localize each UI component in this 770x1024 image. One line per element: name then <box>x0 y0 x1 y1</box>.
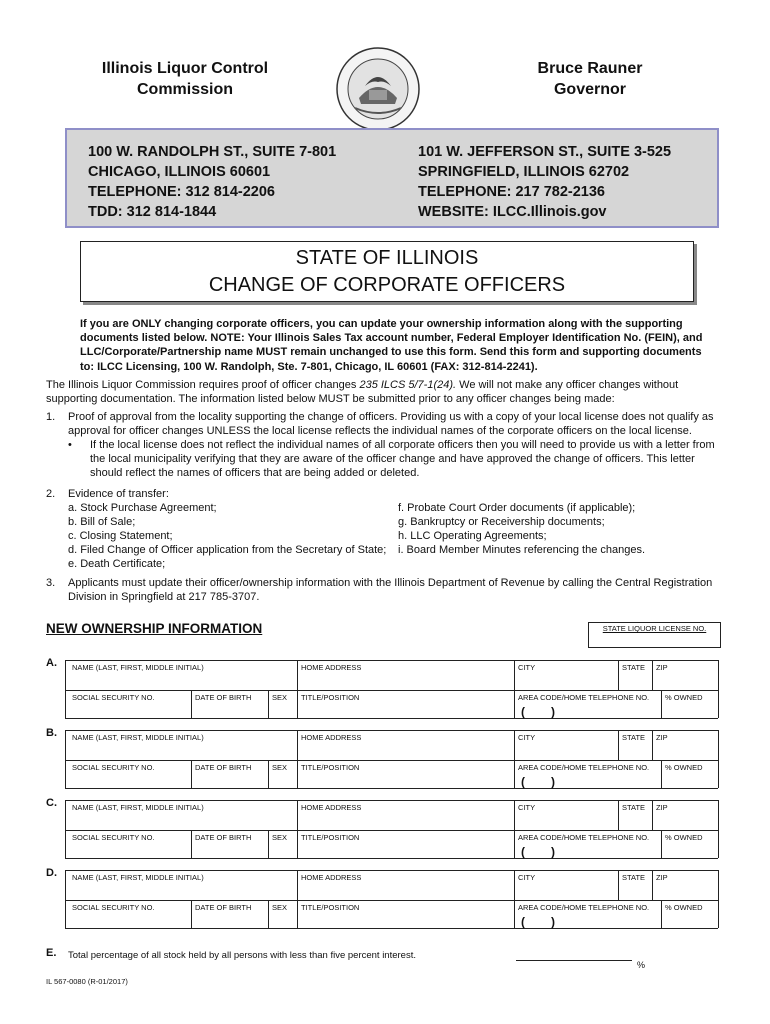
percent-owned-input[interactable] <box>662 912 717 928</box>
sex-input[interactable] <box>269 702 296 718</box>
state-label: STATE <box>622 873 646 882</box>
row-border-middle <box>65 900 718 901</box>
address-line: TELEPHONE: 312 814-2206 <box>88 184 275 200</box>
transfer-list-left <box>68 501 386 571</box>
owner-letter: A. <box>46 657 57 669</box>
title-label: TITLE/POSITION <box>301 763 360 772</box>
agency-name <box>80 58 290 100</box>
phone-input[interactable] <box>515 702 660 718</box>
ssn-label: SOCIAL SECURITY NO. <box>72 903 155 912</box>
title-input[interactable] <box>298 772 513 788</box>
phone-label: AREA CODE/HOME TELEPHONE NO. <box>518 693 650 702</box>
city-input[interactable] <box>515 882 617 899</box>
ssn-label: SOCIAL SECURITY NO. <box>72 763 155 772</box>
list-item: a. Stock Purchase Agreement; <box>68 502 217 514</box>
address-line: 101 W. JEFFERSON ST., SUITE 3-525 <box>418 144 672 160</box>
percent-owned-input[interactable] <box>662 772 717 788</box>
percent-sign: % <box>637 960 646 970</box>
area-code-open-paren: ( <box>521 915 525 929</box>
percent-owned-input[interactable] <box>662 702 717 718</box>
governor-block <box>500 58 680 100</box>
city-input[interactable] <box>515 672 617 689</box>
zip-input[interactable] <box>653 742 717 759</box>
list-item: c. Closing Statement; <box>68 530 173 542</box>
ownership-heading: NEW OWNERSHIP INFORMATION <box>46 621 263 636</box>
percent-owned-label: % OWNED <box>665 693 703 702</box>
intro-paragraph <box>46 378 726 406</box>
website-line: WEBSITE: ILCC.Illinois.gov <box>418 204 607 220</box>
row-border-top <box>65 730 718 731</box>
percent-input-line[interactable] <box>516 960 632 961</box>
zip-label: ZIP <box>656 803 668 812</box>
row-border-top <box>65 870 718 871</box>
state-input[interactable] <box>619 672 651 689</box>
item-e-text: Total percentage of all stock held by all persons with less than five percent interest. <box>68 950 416 961</box>
ssn-input[interactable] <box>66 702 190 718</box>
row-border-right <box>718 660 719 718</box>
city-label: CITY <box>518 663 536 672</box>
zip-input[interactable] <box>653 672 717 689</box>
springfield-address <box>418 142 671 222</box>
title-label: TITLE/POSITION <box>301 693 360 702</box>
state-input[interactable] <box>619 742 651 759</box>
address-label: HOME ADDRESS <box>301 663 362 672</box>
name-label: NAME (LAST, FIRST, MIDDLE INITIAL) <box>72 663 204 672</box>
row-border-right <box>718 800 719 858</box>
form-title <box>80 241 694 302</box>
row-border-bottom <box>65 718 718 719</box>
zip-input[interactable] <box>653 812 717 829</box>
city-label: CITY <box>518 873 536 882</box>
item-2-text: Evidence of transfer: <box>68 488 169 500</box>
address-line: SPRINGFIELD, ILLINOIS 62702 <box>418 164 630 180</box>
percent-owned-label: % OWNED <box>665 763 703 772</box>
address-label: HOME ADDRESS <box>301 733 362 742</box>
sex-label: SEX <box>272 903 288 912</box>
percent-owned-label: % OWNED <box>665 903 703 912</box>
name-label: NAME (LAST, FIRST, MIDDLE INITIAL) <box>72 873 204 882</box>
title-label: TITLE/POSITION <box>301 903 360 912</box>
list-item: d. Filed Change of Officer application from the Secretary of State; <box>68 544 387 556</box>
address-input[interactable] <box>298 882 513 899</box>
ssn-input[interactable] <box>66 912 190 928</box>
area-code-close-paren: ) <box>551 705 555 719</box>
address-line: 100 W. RANDOLPH ST., SUITE 7-801 <box>88 144 337 160</box>
owner-letter: B. <box>46 727 57 739</box>
phone-input[interactable] <box>515 842 660 858</box>
name-input[interactable] <box>66 672 296 689</box>
intro-text: The Illinois Liquor Commission requires proof of officer changes <box>46 379 360 391</box>
state-label: STATE <box>622 733 646 742</box>
item-3-number: 3. <box>46 577 56 589</box>
form-number: IL 567-0080 (R-01/2017) <box>46 977 128 986</box>
row-border-middle <box>65 830 718 831</box>
bullet: • <box>68 439 72 451</box>
governor-name: Bruce Rauner <box>537 60 643 77</box>
area-code-open-paren: ( <box>521 845 525 859</box>
city-input[interactable] <box>515 812 617 829</box>
list-item: g. Bankruptcy or Receivership documents; <box>398 516 605 528</box>
list-item: i. Board Member Minutes referencing the changes. <box>398 544 646 556</box>
row-border-right <box>718 730 719 788</box>
license-number-label: STATE LIQUOR LICENSE NO. <box>602 624 707 633</box>
list-item: f. Probate Court Order documents (if applicable); <box>398 502 636 514</box>
state-label: STATE <box>622 663 646 672</box>
phone-label: AREA CODE/HOME TELEPHONE NO. <box>518 833 650 842</box>
sex-input[interactable] <box>269 842 296 858</box>
dob-label: DATE OF BIRTH <box>195 833 252 842</box>
list-item: b. Bill of Sale; <box>68 516 136 528</box>
item-1-bullet-text: If the local license does not reflect the individual names of all corporate officers then you will need to provide us with a letter from the local municipality verifying that they are aware of the officer change and have approved the change of officers. This letter should reflect the names of officers that are being added or deleted. <box>90 439 715 479</box>
item-e-letter: E. <box>46 947 57 959</box>
statute-ref: 235 ILCS 5/7-1(24). <box>359 379 457 391</box>
name-label: NAME (LAST, FIRST, MIDDLE INITIAL) <box>72 803 204 812</box>
dob-input[interactable] <box>192 772 267 788</box>
item-3-text: Applicants must update their officer/ownership information with the Illinois Department of Revenue by calling the Central Registration Division in Springfield at 217 785-3707. <box>68 577 713 603</box>
title-label: TITLE/POSITION <box>301 833 360 842</box>
dob-input[interactable] <box>192 912 267 928</box>
name-input[interactable] <box>66 812 296 829</box>
ssn-label: SOCIAL SECURITY NO. <box>72 833 155 842</box>
percent-owned-input[interactable] <box>662 842 717 858</box>
item-1-text: Proof of approval from the locality supporting the change of officers. Providing us with a copy of your local license does not qualify as approval for officer changes UNLESS the local license reflects the individual names of the corporate officers on the local license. <box>68 411 714 437</box>
row-border-top <box>65 800 718 801</box>
phone-label: AREA CODE/HOME TELEPHONE NO. <box>518 763 650 772</box>
address-label: HOME ADDRESS <box>301 803 362 812</box>
address-box <box>65 128 719 228</box>
agency-line-2: Commission <box>136 81 233 98</box>
zip-label: ZIP <box>656 873 668 882</box>
area-code-close-paren: ) <box>551 775 555 789</box>
ssn-label: SOCIAL SECURITY NO. <box>72 693 155 702</box>
area-code-open-paren: ( <box>521 705 525 719</box>
notice-paragraph: If you are ONLY changing corporate officers, you can update your ownership information along with the supporting documents listed below. NOTE: Your Illinois Sales Tax account number, Federal Employer Identification No. (FEIN), and LLC/Corporate/Partnership name MUST remain unchanged to use this form. Send this form and supporting documents to: ILCC Licensing, 100 W. Randolph, Ste. 7-801, Chicago, IL 60601 (FAX: 312-814-2241). <box>80 318 703 373</box>
sex-label: SEX <box>272 693 288 702</box>
address-line: TDD: 312 814-1844 <box>88 204 217 220</box>
sex-label: SEX <box>272 833 288 842</box>
intro-text: We will not make any officer changes without supporting documentation. The information listed below MUST be submitted prior to any officer changes being made: <box>46 379 679 405</box>
ssn-input[interactable] <box>66 772 190 788</box>
sex-input[interactable] <box>269 772 296 788</box>
area-code-close-paren: ) <box>551 845 555 859</box>
city-label: CITY <box>518 733 536 742</box>
dob-label: DATE OF BIRTH <box>195 693 252 702</box>
address-input[interactable] <box>298 742 513 759</box>
row-border-middle <box>65 760 718 761</box>
sex-input[interactable] <box>269 912 296 928</box>
dob-input[interactable] <box>192 842 267 858</box>
chicago-address <box>88 142 336 222</box>
agency-line-1: Illinois Liquor Control <box>101 60 269 77</box>
area-code-close-paren: ) <box>551 915 555 929</box>
state-input[interactable] <box>619 812 651 829</box>
phone-input[interactable] <box>515 912 660 928</box>
address-line: CHICAGO, ILLINOIS 60601 <box>88 164 271 180</box>
name-input[interactable] <box>66 742 296 759</box>
city-label: CITY <box>518 803 536 812</box>
phone-label: AREA CODE/HOME TELEPHONE NO. <box>518 903 650 912</box>
row-border-bottom <box>65 858 718 859</box>
title-input[interactable] <box>298 842 513 858</box>
owner-letter: C. <box>46 797 57 809</box>
sex-label: SEX <box>272 763 288 772</box>
area-code-open-paren: ( <box>521 775 525 789</box>
title-input[interactable] <box>298 912 513 928</box>
name-label: NAME (LAST, FIRST, MIDDLE INITIAL) <box>72 733 204 742</box>
license-number-field[interactable] <box>588 622 721 648</box>
title-line-2: CHANGE OF CORPORATE OFFICERS <box>208 274 566 296</box>
address-label: HOME ADDRESS <box>301 873 362 882</box>
address-line: TELEPHONE: 217 782-2136 <box>418 184 605 200</box>
list-item: h. LLC Operating Agreements; <box>398 530 547 542</box>
item-2-number: 2. <box>46 488 56 500</box>
address-input[interactable] <box>298 812 513 829</box>
governor-title: Governor <box>553 81 626 98</box>
zip-label: ZIP <box>656 733 668 742</box>
name-input[interactable] <box>66 882 296 899</box>
zip-input[interactable] <box>653 882 717 899</box>
row-border-bottom <box>65 788 718 789</box>
state-seal-icon <box>335 46 421 132</box>
zip-label: ZIP <box>656 663 668 672</box>
percent-owned-label: % OWNED <box>665 833 703 842</box>
ssn-input[interactable] <box>66 842 190 858</box>
dob-label: DATE OF BIRTH <box>195 763 252 772</box>
row-border-top <box>65 660 718 661</box>
phone-input[interactable] <box>515 772 660 788</box>
owner-letter: D. <box>46 867 57 879</box>
list-item: e. Death Certificate; <box>68 558 166 570</box>
row-border-right <box>718 870 719 928</box>
state-label: STATE <box>622 803 646 812</box>
dob-label: DATE OF BIRTH <box>195 903 252 912</box>
row-border-bottom <box>65 928 718 929</box>
address-input[interactable] <box>298 672 513 689</box>
state-input[interactable] <box>619 882 651 899</box>
row-border-middle <box>65 690 718 691</box>
title-line-1: STATE OF ILLINOIS <box>295 247 479 269</box>
title-input[interactable] <box>298 702 513 718</box>
city-input[interactable] <box>515 742 617 759</box>
transfer-list-right <box>398 501 645 557</box>
item-1-number: 1. <box>46 411 56 423</box>
dob-input[interactable] <box>192 702 267 718</box>
